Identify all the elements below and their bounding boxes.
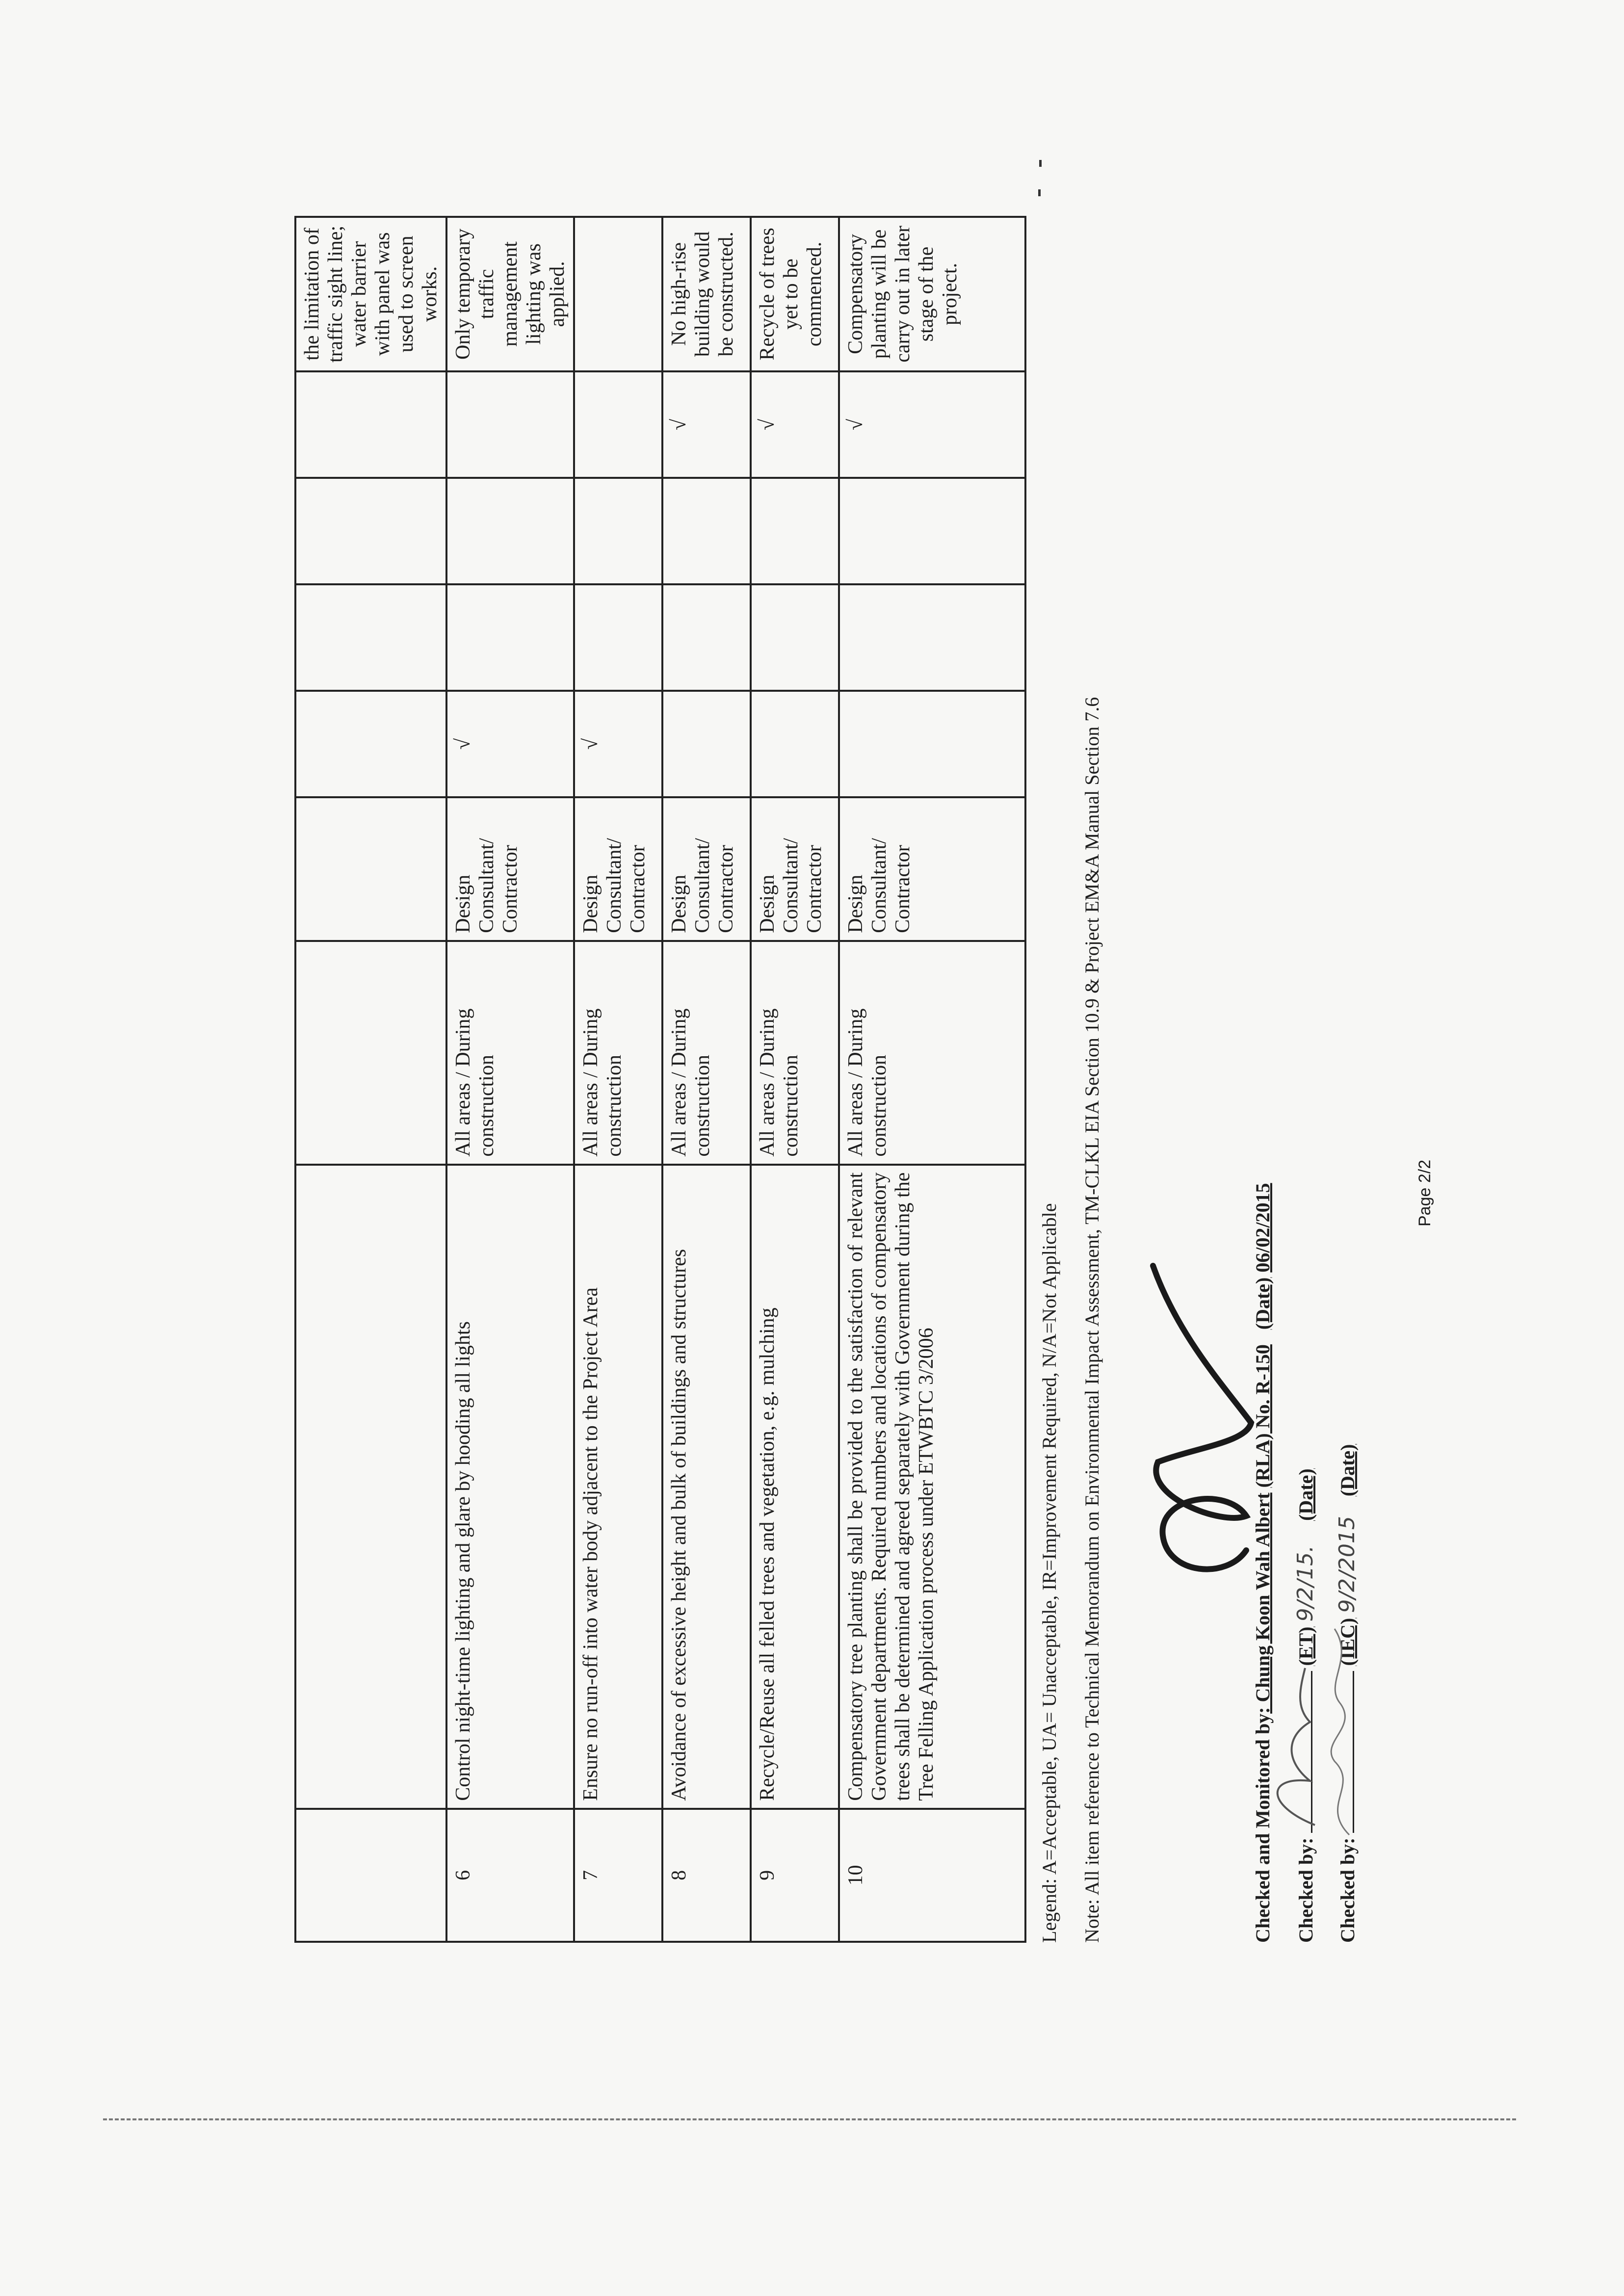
row-measure: Compensatory tree planting shall be provided to the satisfaction of relevant Government departments. Required numbers and locations of compensatory trees shall be determined and agreed separately with Government during the Tree Felling Application process under ETWBTC 3/2006 (839, 1165, 1025, 1809)
row-location: All areas / During construction (751, 941, 839, 1165)
row-remarks: Only temporary traffic management lighting was applied. (446, 217, 574, 371)
row-design-mark (662, 691, 751, 797)
row-operation-mark (751, 478, 839, 584)
monitored-date-label: (Date) (1252, 1277, 1274, 1330)
row-design-mark: √ (574, 691, 662, 797)
rotated-document (88, 147, 1511, 2159)
table-row (446, 217, 574, 1942)
checked-label: Checked by: (1336, 1837, 1359, 1943)
row-remarks: Compensatory planting will be carry out in later stage of the project. (839, 217, 1025, 371)
row-design-mark (839, 691, 1025, 797)
row-remarks (574, 217, 662, 371)
monitored-name: : Chung Koon Wah Albert (1252, 1492, 1274, 1714)
row-location: All areas / During construction (574, 941, 662, 1165)
row-decommission-mark (446, 371, 574, 478)
row-measure: Ensure no run-off into water body adjacent to the Project Area (574, 1165, 662, 1809)
row-decommission-mark: √ (662, 371, 751, 478)
row-operation-mark (662, 478, 751, 584)
row-construction-mark (662, 584, 751, 691)
table-row (574, 217, 662, 1942)
row-number (295, 1809, 446, 1942)
row-measure: Recycle/Reuse all felled trees and vegetation, e.g. mulching (751, 1165, 839, 1809)
checklist-table (294, 216, 1026, 1943)
row-construction-mark (574, 584, 662, 691)
row-measure (295, 1165, 446, 1809)
row-decommission-mark: √ (751, 371, 839, 478)
row-decommission-mark: √ (839, 371, 1025, 478)
table-row (295, 217, 446, 1942)
row-number: 6 (446, 1809, 574, 1942)
row-remarks: No high-rise building would be constructed. (662, 217, 751, 371)
row-remarks: Recycle of trees yet to be commenced. (751, 217, 839, 371)
row-location (295, 941, 446, 1165)
row-remarks: the limitation of traffic sight line; water barrier with panel was used to screen works. (295, 217, 446, 371)
row-number: 10 (839, 1809, 1025, 1942)
row-design-mark (751, 691, 839, 797)
et-date-label: (Date) (1295, 1468, 1317, 1521)
table-row (839, 217, 1025, 1942)
row-agent: Design Consultant/ Contractor (662, 797, 751, 941)
et-handwritten-date: 9/2/15. (1293, 1545, 1318, 1622)
row-operation-mark (446, 478, 574, 584)
et-role: (ET) (1295, 1626, 1317, 1666)
row-construction-mark (446, 584, 574, 691)
table-row (662, 217, 751, 1942)
row-operation-mark (839, 478, 1025, 584)
row-design-mark (295, 691, 446, 797)
rla-signature (1099, 1168, 1276, 1609)
row-decommission-mark (574, 371, 662, 478)
iec-signature (1310, 1619, 1369, 1845)
rla-number: (RLA) No. R-150 (1252, 1344, 1274, 1488)
row-measure: Control night-time lighting and glare by hooding all lights (446, 1165, 574, 1809)
row-location: All areas / During construction (839, 941, 1025, 1165)
row-agent: Design Consultant/ Contractor (839, 797, 1025, 941)
checked-label: Checked by: (1295, 1837, 1317, 1943)
row-number: 7 (574, 1809, 662, 1942)
row-decommission-mark (295, 371, 446, 478)
legend-text: Legend: A=Acceptable, UA= Unacceptable, IR=Improvement Required, N/A=Not Applicable (1038, 1203, 1060, 1943)
row-agent (295, 797, 446, 941)
row-design-mark: √ (446, 691, 574, 797)
row-measure: Avoidance of excessive height and bulk of buildings and structures (662, 1165, 751, 1809)
row-number: 8 (662, 1809, 751, 1942)
row-location: All areas / During construction (662, 941, 751, 1165)
note-text: Note: All item reference to Technical Memorandum on Environmental Impact Assessment, TM-CLKL EIA Section 10.9 & Project EM&A Manual Section 7.6 (1081, 697, 1103, 1943)
iec-role: (IEC) (1336, 1618, 1359, 1666)
table-row (751, 217, 839, 1942)
table-body (295, 217, 1025, 1942)
row-agent: Design Consultant/ Contractor (574, 797, 662, 941)
row-number: 9 (751, 1809, 839, 1942)
iec-handwritten-date: 9/2/2015 (1335, 1516, 1360, 1613)
row-operation-mark (574, 478, 662, 584)
row-construction-mark (751, 584, 839, 691)
row-construction-mark (295, 584, 446, 691)
monitored-date: 06/02/2015 (1252, 1183, 1274, 1273)
row-agent: Design Consultant/ Contractor (446, 797, 574, 941)
page-number: Page 2/2 (1415, 1159, 1434, 1226)
row-location: All areas / During construction (446, 941, 574, 1165)
row-construction-mark (839, 584, 1025, 691)
row-agent: Design Consultant/ Contractor (751, 797, 839, 941)
iec-date-label: (Date) (1336, 1444, 1359, 1497)
row-operation-mark (295, 478, 446, 584)
monitored-label: Checked and Monitored by (1252, 1713, 1274, 1943)
